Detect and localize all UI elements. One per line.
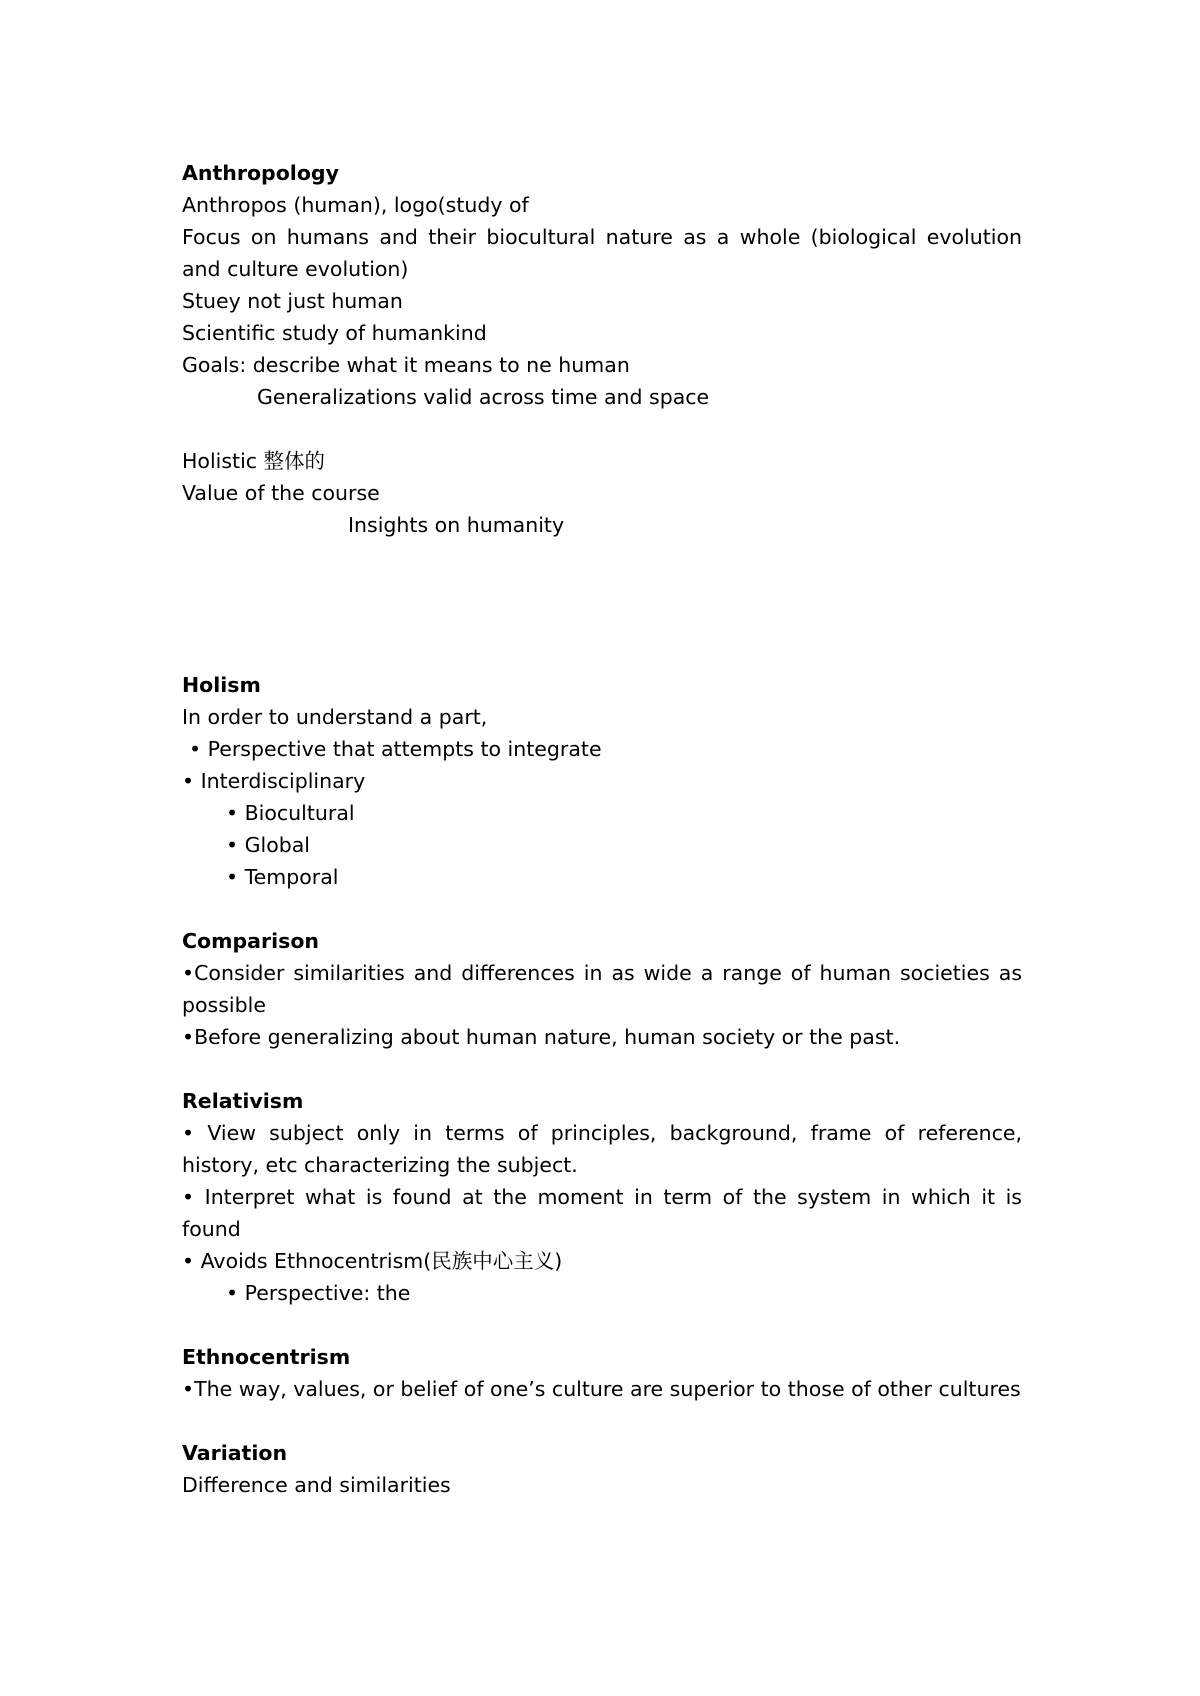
anthropology-holistic: Holistic 整体的 (182, 449, 326, 473)
section-heading-comparison: Comparison (182, 929, 320, 953)
spacer (182, 541, 1022, 669)
anthropology-focus: Focus on humans and their biocultural nature as a whole (biological evolution and culture evolution) (182, 225, 1022, 281)
relativism-bullet-view-subject: • View subject only in terms of principles, background, frame of reference, history, etc characterizing the subject. (182, 1121, 1022, 1177)
holism-subbullet-global: • Global (226, 833, 311, 857)
section-heading-ethnocentrism: Ethnocentrism (182, 1345, 351, 1369)
comparison-bullet-similarities: •Consider similarities and differences in as wide a range of human societies as possible (182, 961, 1022, 1017)
ethnocentrism-bullet-definition: •The way, values, or belief of one’s culture are superior to those of other cultures (182, 1377, 1021, 1401)
section-heading-holism: Holism (182, 673, 261, 697)
holism-bullet-perspective: • Perspective that attempts to integrate (189, 737, 602, 761)
spacer (182, 1309, 1022, 1341)
anthropology-definition: Scientific study of humankind (182, 321, 487, 345)
relativism-subbullet-perspective: • Perspective: the (226, 1281, 411, 1305)
anthropology-course-value: Value of the course (182, 481, 380, 505)
holism-intro: In order to understand a part, (182, 705, 488, 729)
section-heading-relativism: Relativism (182, 1089, 304, 1113)
section-heading-variation: Variation (182, 1441, 288, 1465)
spacer (182, 413, 1022, 445)
document-body (182, 157, 1022, 1501)
holism-bullet-interdisciplinary: • Interdisciplinary (182, 769, 366, 793)
anthropology-insights: Insights on humanity (348, 513, 565, 537)
anthropology-goals: Goals: describe what it means to ne human (182, 353, 630, 377)
spacer (182, 893, 1022, 925)
spacer (182, 1053, 1022, 1085)
anthropology-goals-generalizations: Generalizations valid across time and space (257, 385, 710, 409)
holism-subbullet-temporal: • Temporal (226, 865, 339, 889)
variation-text: Difference and similarities (182, 1473, 451, 1497)
anthropology-etymology: Anthropos (human), logo(study of (182, 193, 529, 217)
relativism-bullet-avoids: • Avoids Ethnocentrism(民族中心主义) (182, 1249, 563, 1273)
holism-subbullet-biocultural: • Biocultural (226, 801, 355, 825)
spacer (182, 1405, 1022, 1437)
relativism-bullet-interpret: • Interpret what is found at the moment in term of the system in which it is found (182, 1185, 1022, 1241)
section-heading-anthropology: Anthropology (182, 161, 339, 185)
comparison-bullet-generalizing: •Before generalizing about human nature, human society or the past. (182, 1025, 901, 1049)
anthropology-scope: Stuey not just human (182, 289, 403, 313)
